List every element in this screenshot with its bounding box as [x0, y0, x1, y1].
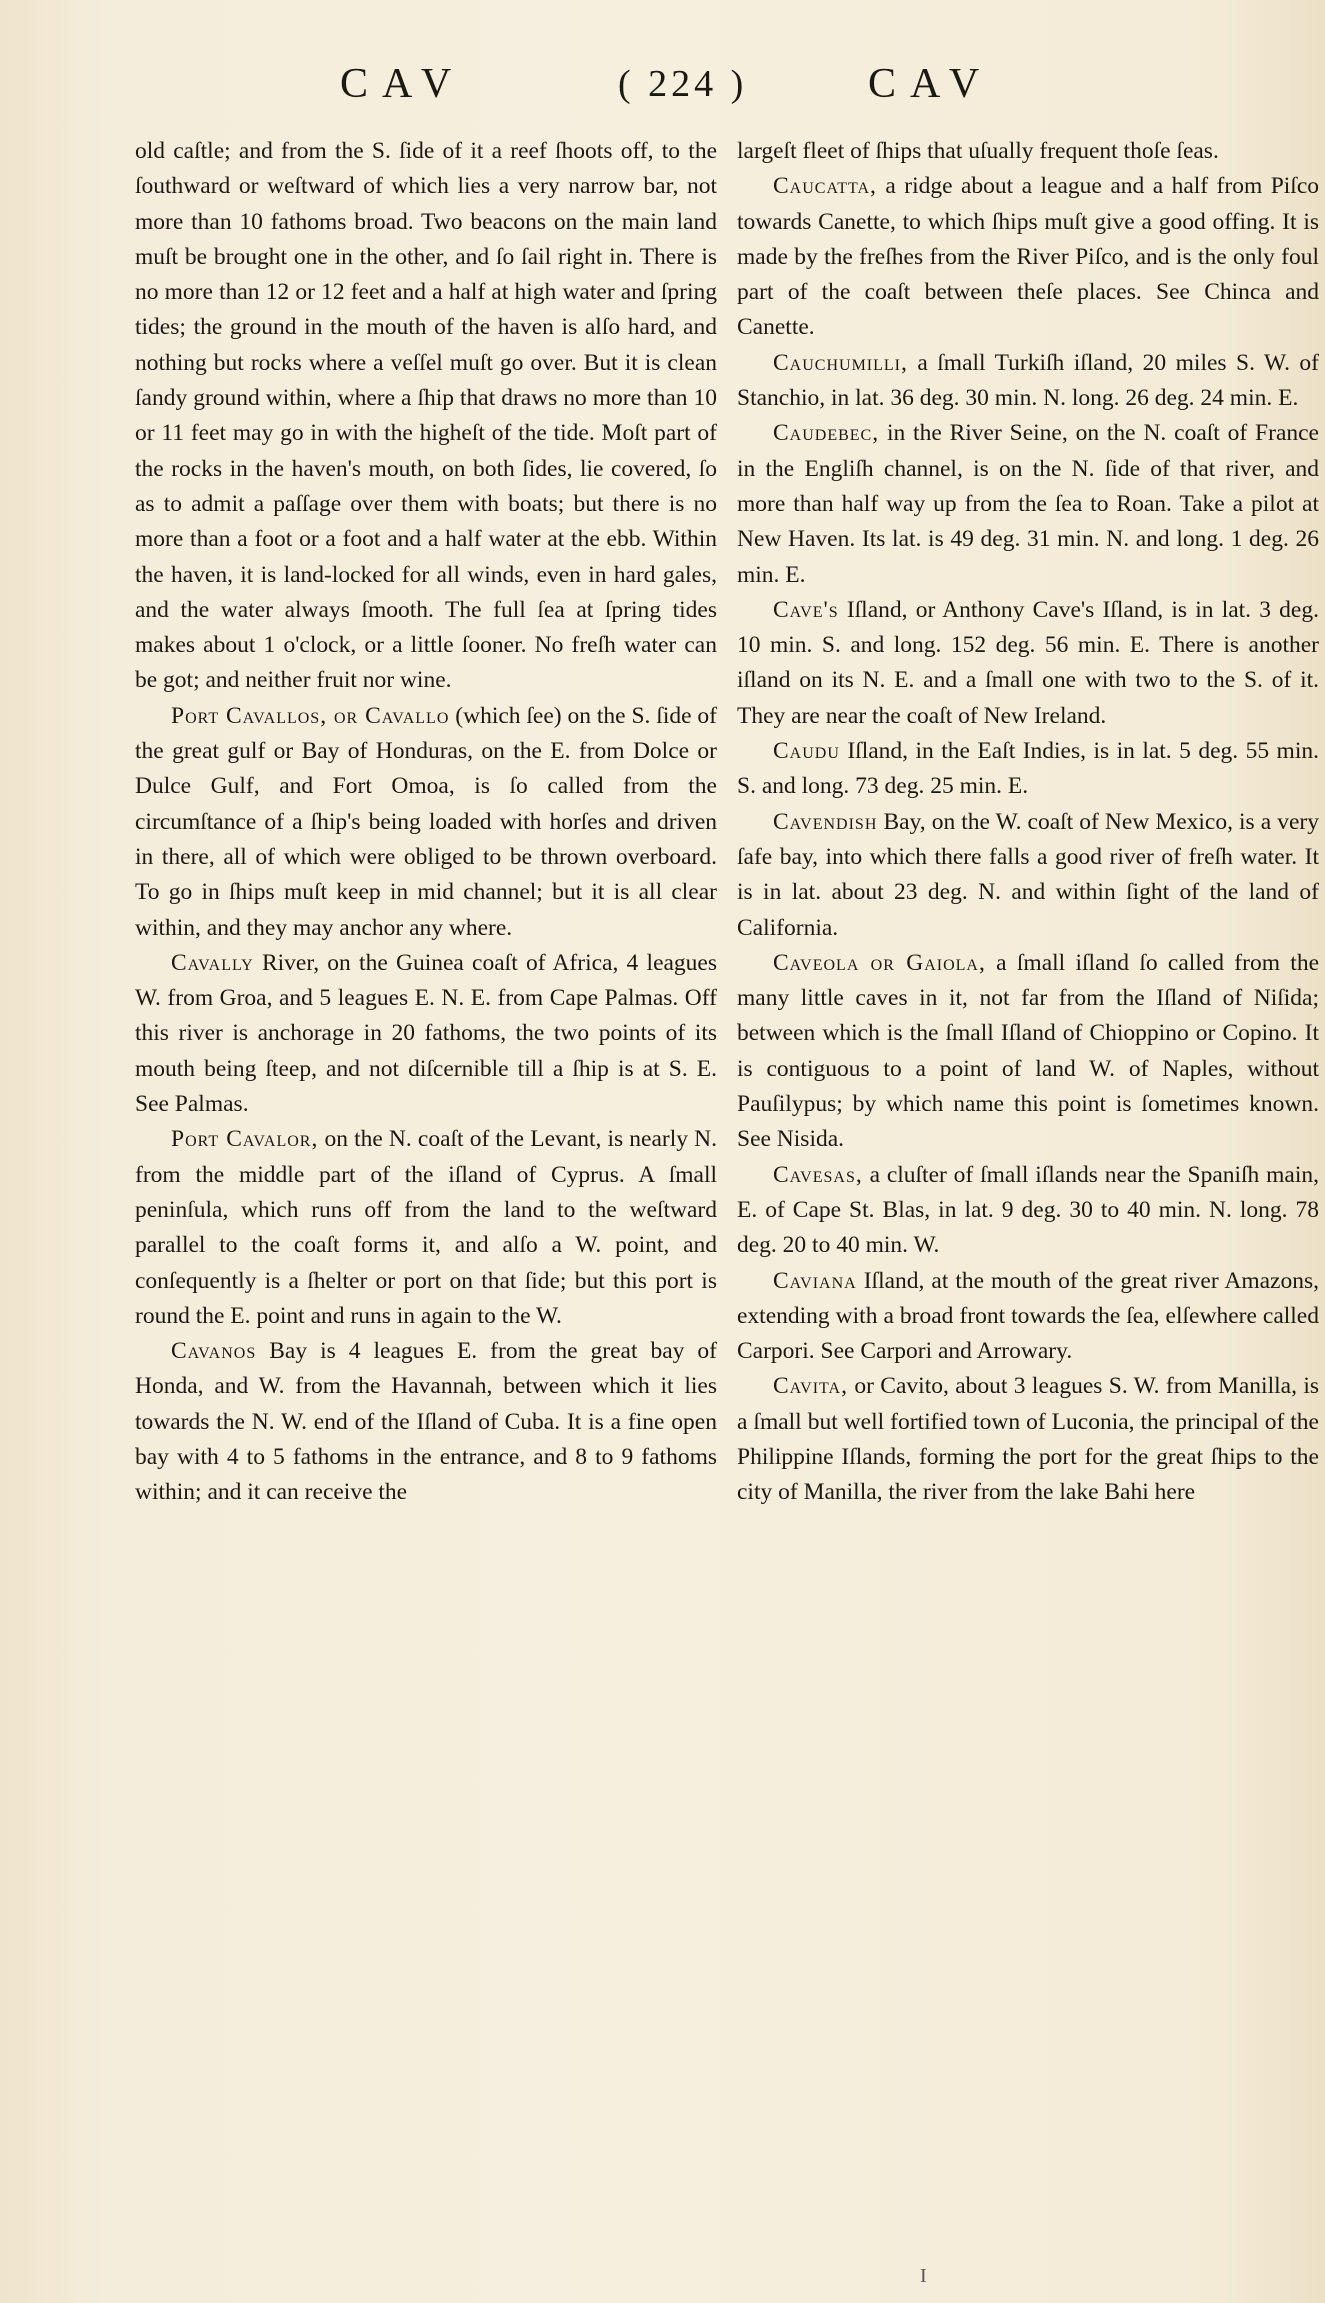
entry-text: old caſtle; and from the S. ſide of it a reef ſhoots off, to the ſouthward or weſtward of which lies a very narrow bar, not more than 10 fathoms broad. Two beacons on the main land muſt be brought one in the other, and ſo ſail right in. There is no more than 12 or 12 feet and a half at high water and ſpring tides; the ground in the mouth of the haven is alſo hard, and nothing but rocks where a veſſel muſt go over. But it is clean ſandy ground within, where a ſhip that draws no more than 10 or 11 feet may go in with the higheſt of the tide. Moſt part of the rocks in the haven's mouth, on both ſides, lie covered, ſo as to admit a paſſage over them with boats; but there is no more than a foot or a foot and a half water at the ebb. Within the haven, it is land-locked for all winds, even in hard gales, and the water always ſmooth. The full ſea at ſpring tides makes about 1 o'clock, or a little ſooner. No freſh water can be got; and neither fruit nor wine. [135, 138, 717, 694]
entry-headword: Caudebec, [773, 420, 880, 447]
entry-text: River, on the Guinea coaſt of Africa, 4 leagues W. from Groa, and 5 leagues E. N. E. from Cape Palmas. Off this river is anchorage in 20 fathoms, the two points of its mouth being ſteep, and not diſcernible till a ſhip is at S. E. See Palmas. [135, 949, 717, 1118]
entry-paragraph [135, 946, 717, 1122]
left-column [135, 134, 717, 1511]
entry-headword: Cavesas, [773, 1161, 863, 1188]
entry-headword: Cavally [171, 949, 254, 976]
entry-text: a ſmall Turkiſh iſland, 20 miles S. W. of Stanchio, in lat. 36 deg. 30 min. N. long. 26 deg. 24 min. E. [737, 349, 1319, 412]
entry-paragraph [135, 1334, 717, 1510]
page-number: ( 224 ) [618, 63, 748, 105]
entry-text: Iſland, in the Eaſt Indies, is in lat. 5 deg. 55 min. S. and long. 73 deg. 25 min. E. [737, 738, 1319, 800]
entry-text: Iſland, at the mouth of the great river Amazons, extending with a broad front towards the ſea, elſewhere called Carpori. See Carpori and Arrowary. [737, 1267, 1319, 1365]
entry-text: Bay, on the W. coaſt of New Mexico, is a very ſafe bay, into which there falls a good river of freſh water. It is in lat. about 23 deg. N. and within ſight of the land of California. [737, 808, 1319, 941]
entry-text: a ridge about a league and a half from Piſco towards Canette, to which ſhips muſt give a good offing. It is made by the freſhes from the River Piſco, and is the only foul part of the coaſt between theſe places. See Chinca and Canette. [737, 173, 1319, 341]
entry-text: a ſmall iſland ſo called from the many little caves in it, not far from the Iſland of Niſida; between which is the ſmall Iſland of Chioppino or Copino. It is contiguous to a point of land W. of Naples, without Pauſilypus; by which name this point is ſometimes known. See Nisida. [737, 949, 1320, 1153]
entry-paragraph [737, 593, 1319, 734]
entry-paragraph [737, 1158, 1319, 1264]
entry-headword: Caveola or Gaiola, [773, 949, 986, 976]
entry-headword: Cavendish [773, 808, 878, 835]
right-column [737, 134, 1319, 1511]
entry-text: (which ſee) on the S. ſide of the great gulf or Bay of Honduras, on the E. from Dolce or Dulce Gulf, and Fort Omoa, is ſo called from the circumſtance of a ſhip's being loaded with horſes and driven in there, all of which were obliged to be thrown overboard. To go in ſhips muſt keep in mid channel; but it is all clear within, and they may anchor any where. [135, 702, 717, 941]
entry-text: or Cavito, about 3 leagues S. W. from Manilla, is a ſmall but well fortified town of Luconia, the principal of the Philippine Iſlands, forming the port for the great ſhips to the city of Manilla, the river from the lake Bahi here [737, 1373, 1319, 1506]
entry-headword: Cauchumilli, [773, 349, 908, 376]
header-left-keyword: CAV [340, 61, 466, 107]
entry-paragraph [135, 134, 717, 699]
entry-headword: Cave's [773, 596, 839, 623]
entry-text: on the N. coaſt of the Levant, is nearly N. from the middle part of the iſland of Cyprus. A ſmall peninſula, which runs off from the land to the weſtward parallel to the coaſt forms it, and alſo a W. point, and conſequently is a ſhelter or port on that ſide; but this port is round the E. point and runs in again to the W. [135, 1126, 717, 1329]
header-right-keyword: CAV [868, 61, 994, 107]
entry-paragraph [737, 1264, 1319, 1370]
entry-headword: Caudu [773, 738, 840, 765]
running-header [0, 60, 1325, 110]
entry-headword: Port Cavalor, [171, 1126, 319, 1153]
entry-headword: Cavita, [773, 1373, 848, 1400]
entry-headword: Port Cavallos, or Cavallo [171, 702, 450, 729]
entry-paragraph [135, 699, 717, 946]
entry-paragraph [737, 946, 1319, 1158]
entry-paragraph [737, 805, 1319, 946]
entry-paragraph [737, 169, 1319, 345]
entry-text: in the River Seine, on the N. coaſt of France in the Engliſh channel, is on the N. ſide of that river, and more than half way up from the ſea to Roan. Take a pilot at New Haven. Its lat. is 49 deg. 31 min. N. and long. 1 deg. 26 min. E. [737, 420, 1319, 588]
entry-headword: Cavanos [171, 1338, 257, 1365]
entry-headword: Caucatta, [773, 173, 877, 200]
entry-paragraph [737, 416, 1319, 592]
entry-text: largeſt fleet of ſhips that uſually frequent thoſe ſeas. [737, 138, 1219, 164]
entry-paragraph [737, 346, 1319, 417]
entry-paragraph [135, 1122, 717, 1334]
entry-headword: Caviana [773, 1267, 857, 1294]
entry-paragraph [737, 1369, 1319, 1510]
entry-text: Iſland, or Anthony Cave's Iſland, is in lat. 3 deg. 10 min. S. and long. 152 deg. 56 min. E. There is another iſland on its N. E. and a ſmall one with two to the S. of it. They are near the coaſt of New Ireland. [737, 596, 1319, 729]
entry-text: a cluſter of ſmall iſlands near the Spaniſh main, E. of Cape St. Blas, in lat. 9 deg. 30 to 40 min. N. long. 78 deg. 20 to 40 min. W. [737, 1161, 1319, 1259]
entry-paragraph [737, 734, 1319, 805]
entry-text: Bay is 4 leagues E. from the great bay of Honda, and W. from the Havannah, between which it lies towards the N. W. end of the Iſland of Cuba. It is a fine open bay with 4 to 5 fathoms in the entrance, and 8 to 9 fathoms within; and it can receive the [135, 1338, 717, 1506]
signature-mark: I [920, 2265, 927, 2287]
entry-paragraph [737, 134, 1319, 169]
